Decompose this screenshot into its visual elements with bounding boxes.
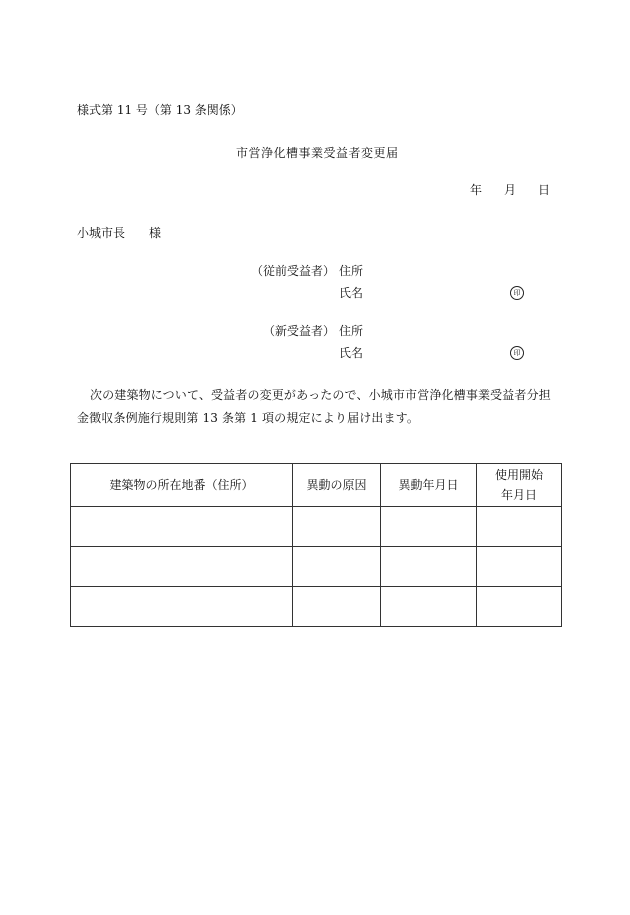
table-row (71, 547, 562, 587)
addressee-name: 小城市長 (77, 226, 126, 240)
cell-change-date[interactable] (381, 507, 477, 547)
header-usage-start-line2: 年月日 (500, 488, 537, 502)
document-title: 市営浄化槽事業受益者変更届 (236, 146, 399, 160)
cell-building-location[interactable] (71, 507, 293, 547)
cell-change-date[interactable] (381, 547, 477, 587)
new-beneficiary-role: （新受益者） (262, 324, 335, 338)
table-row (71, 587, 562, 627)
cell-change-date[interactable] (381, 587, 477, 627)
former-name-label: 氏名 (339, 286, 364, 300)
header-usage-start-date (477, 464, 562, 507)
cell-usage-start-date[interactable] (477, 547, 562, 587)
form-number: 様式第 11 号（第 13 条関係） (77, 103, 243, 117)
table-header-row (71, 464, 562, 507)
addressee-honorific: 様 (149, 226, 162, 240)
addressee (77, 227, 161, 239)
cell-building-location[interactable] (71, 587, 293, 627)
header-building-location: 建築物の所在地番（住所） (71, 464, 293, 507)
former-seal-icon: 印 (510, 286, 524, 300)
new-name-label: 氏名 (339, 346, 364, 360)
table-row (71, 507, 562, 547)
year-label: 年 (470, 183, 483, 197)
cell-change-reason[interactable] (293, 507, 381, 547)
date-line (470, 184, 550, 196)
notification-body-text: 次の建築物について、受益者の変更があったので、小城市市営浄化槽事業受益者分担金徴収条例施行規則第 13 条第 1 項の規定により届け出ます。 (77, 388, 551, 425)
cell-usage-start-date[interactable] (477, 587, 562, 627)
cell-change-reason[interactable] (293, 587, 381, 627)
former-beneficiary-role: （従前受益者） (250, 264, 335, 278)
change-details-table (70, 463, 562, 627)
month-label: 月 (504, 183, 517, 197)
cell-usage-start-date[interactable] (477, 507, 562, 547)
header-change-reason: 異動の原因 (293, 464, 381, 507)
cell-building-location[interactable] (71, 547, 293, 587)
cell-change-reason[interactable] (293, 547, 381, 587)
header-change-date: 異動年月日 (381, 464, 477, 507)
day-label: 日 (538, 183, 551, 197)
header-usage-start-line1: 使用開始 (494, 468, 543, 482)
new-address-label: 住所 (339, 324, 364, 338)
former-address-label: 住所 (339, 264, 364, 278)
new-seal-icon: 印 (510, 346, 524, 360)
